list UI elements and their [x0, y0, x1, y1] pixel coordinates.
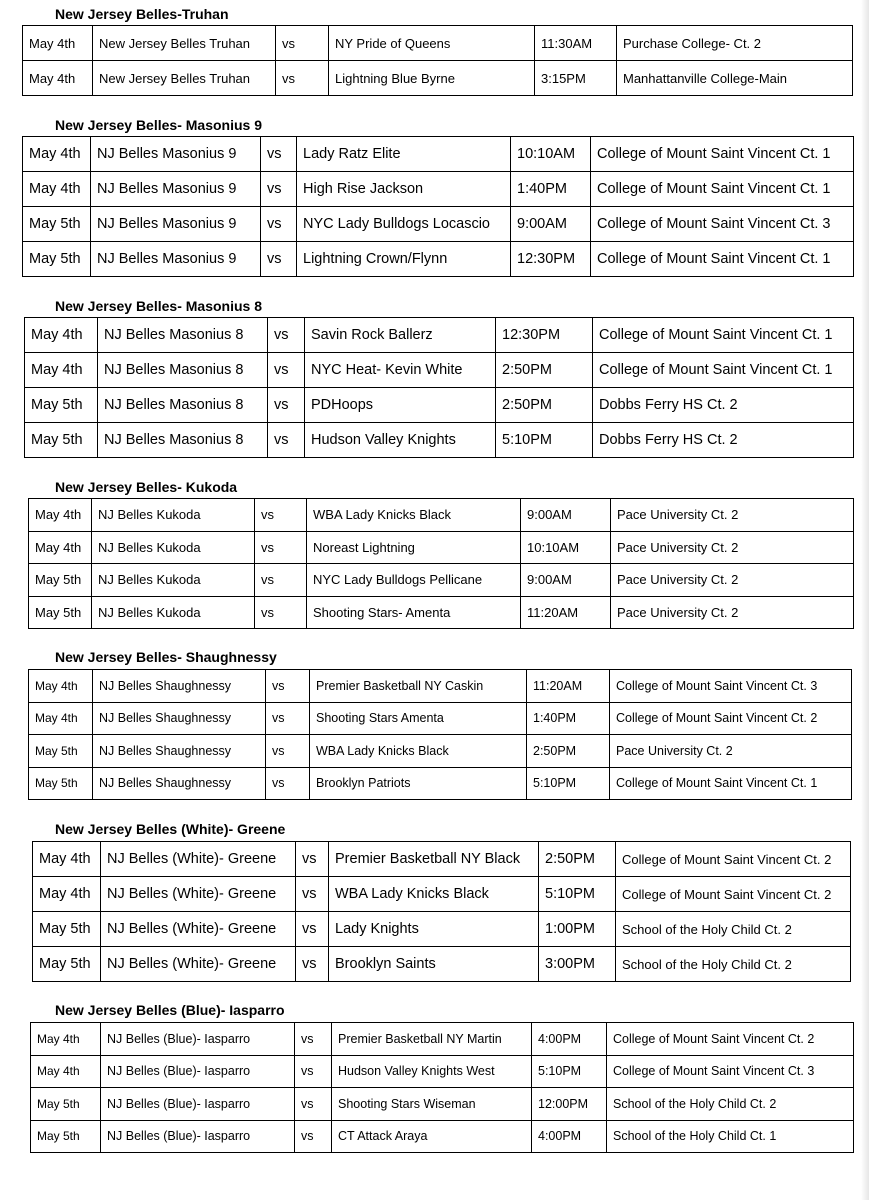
table-row: [33, 947, 851, 982]
location-cell: College of Mount Saint Vincent Ct. 3: [607, 1055, 854, 1088]
vs-cell: vs: [255, 564, 307, 597]
team-cell: NJ Belles (White)- Greene: [101, 947, 296, 982]
vs-cell: vs: [261, 137, 297, 172]
date-cell: May 4th: [29, 702, 93, 735]
location-cell: College of Mount Saint Vincent Ct. 2: [610, 702, 852, 735]
vs-cell: vs: [276, 26, 329, 61]
location-cell: Pace University Ct. 2: [611, 531, 854, 564]
time-cell: 12:00PM: [532, 1088, 607, 1121]
date-cell: May 5th: [29, 564, 92, 597]
location-cell: Pace University Ct. 2: [611, 596, 854, 629]
table-row: [25, 423, 854, 458]
time-cell: 3:00PM: [539, 947, 616, 982]
team-cell: NJ Belles Masonius 8: [98, 353, 268, 388]
location-cell: Pace University Ct. 2: [610, 735, 852, 768]
date-cell: May 4th: [29, 499, 92, 532]
section-title: New Jersey Belles (White)- Greene: [55, 821, 286, 837]
vs-cell: vs: [266, 735, 310, 768]
date-cell: May 5th: [31, 1120, 101, 1153]
opponent-cell: Brooklyn Patriots: [310, 767, 527, 800]
time-cell: 11:20AM: [521, 596, 611, 629]
time-cell: 9:00AM: [511, 207, 591, 242]
team-cell: NJ Belles (Blue)- Iasparro: [101, 1055, 295, 1088]
team-cell: NJ Belles Masonius 8: [98, 388, 268, 423]
location-cell: School of the Holy Child Ct. 2: [616, 947, 851, 982]
opponent-cell: NYC Lady Bulldogs Pellicane: [307, 564, 521, 597]
table-row: [23, 172, 854, 207]
team-cell: NJ Belles (White)- Greene: [101, 877, 296, 912]
time-cell: 5:10PM: [496, 423, 593, 458]
location-cell: Manhattanville College-Main: [617, 61, 853, 96]
time-cell: 1:40PM: [511, 172, 591, 207]
opponent-cell: NY Pride of Queens: [329, 26, 535, 61]
opponent-cell: Premier Basketball NY Caskin: [310, 670, 527, 703]
date-cell: May 4th: [29, 670, 93, 703]
date-cell: May 4th: [23, 172, 91, 207]
date-cell: May 5th: [25, 388, 98, 423]
table-row: [29, 767, 852, 800]
team-cell: NJ Belles Masonius 8: [98, 423, 268, 458]
time-cell: 5:10PM: [539, 877, 616, 912]
location-cell: School of the Holy Child Ct. 2: [616, 912, 851, 947]
schedule-table-kukoda: [28, 498, 854, 629]
vs-cell: vs: [266, 670, 310, 703]
location-cell: College of Mount Saint Vincent Ct. 1: [591, 137, 854, 172]
team-cell: NJ Belles Shaughnessy: [93, 702, 266, 735]
time-cell: 9:00AM: [521, 499, 611, 532]
schedule-table-shaughnessy: [28, 669, 852, 800]
date-cell: May 5th: [29, 596, 92, 629]
time-cell: 4:00PM: [532, 1120, 607, 1153]
schedule-table-white-greene: [32, 841, 851, 982]
location-cell: College of Mount Saint Vincent Ct. 2: [616, 842, 851, 877]
vs-cell: vs: [268, 423, 305, 458]
vs-cell: vs: [268, 353, 305, 388]
location-cell: College of Mount Saint Vincent Ct. 1: [593, 353, 854, 388]
location-cell: Dobbs Ferry HS Ct. 2: [593, 423, 854, 458]
date-cell: May 4th: [23, 137, 91, 172]
time-cell: 5:10PM: [527, 767, 610, 800]
section-title: New Jersey Belles- Kukoda: [55, 479, 238, 495]
time-cell: 12:30PM: [511, 242, 591, 277]
date-cell: May 4th: [23, 61, 93, 96]
location-cell: Dobbs Ferry HS Ct. 2: [593, 388, 854, 423]
schedule-table-blue-iasparro: [30, 1022, 854, 1153]
section-title: New Jersey Belles-Truhan: [55, 6, 229, 22]
location-cell: College of Mount Saint Vincent Ct. 2: [616, 877, 851, 912]
time-cell: 1:40PM: [527, 702, 610, 735]
table-row: [31, 1120, 854, 1153]
opponent-cell: Noreast Lightning: [307, 531, 521, 564]
table-row: [23, 242, 854, 277]
location-cell: School of the Holy Child Ct. 1: [607, 1120, 854, 1153]
opponent-cell: Savin Rock Ballerz: [305, 318, 496, 353]
date-cell: May 4th: [33, 877, 101, 912]
table-row: [23, 207, 854, 242]
time-cell: 2:50PM: [496, 388, 593, 423]
table-row: [23, 137, 854, 172]
team-cell: NJ Belles (Blue)- Iasparro: [101, 1023, 295, 1056]
team-cell: NJ Belles Kukoda: [92, 531, 255, 564]
opponent-cell: Hudson Valley Knights: [305, 423, 496, 458]
table-row: [25, 388, 854, 423]
team-cell: New Jersey Belles Truhan: [93, 61, 276, 96]
team-cell: NJ Belles (White)- Greene: [101, 912, 296, 947]
table-row: [25, 353, 854, 388]
team-cell: NJ Belles Masonius 9: [91, 172, 261, 207]
location-cell: School of the Holy Child Ct. 2: [607, 1088, 854, 1121]
vs-cell: vs: [261, 242, 297, 277]
date-cell: May 4th: [29, 531, 92, 564]
opponent-cell: WBA Lady Knicks Black: [310, 735, 527, 768]
vs-cell: vs: [296, 842, 329, 877]
date-cell: May 5th: [33, 912, 101, 947]
opponent-cell: Hudson Valley Knights West: [332, 1055, 532, 1088]
vs-cell: vs: [261, 207, 297, 242]
date-cell: May 4th: [25, 318, 98, 353]
opponent-cell: WBA Lady Knicks Black: [307, 499, 521, 532]
time-cell: 5:10PM: [532, 1055, 607, 1088]
location-cell: College of Mount Saint Vincent Ct. 2: [607, 1023, 854, 1056]
vs-cell: vs: [268, 388, 305, 423]
table-row: [29, 596, 854, 629]
time-cell: 2:50PM: [539, 842, 616, 877]
vs-cell: vs: [295, 1088, 332, 1121]
team-cell: NJ Belles Masonius 9: [91, 137, 261, 172]
schedule-table-masonius-8: [24, 317, 854, 458]
opponent-cell: WBA Lady Knicks Black: [329, 877, 539, 912]
opponent-cell: Premier Basketball NY Black: [329, 842, 539, 877]
team-cell: NJ Belles Masonius 8: [98, 318, 268, 353]
opponent-cell: NYC Lady Bulldogs Locascio: [297, 207, 511, 242]
schedule-table-masonius-9: [22, 136, 854, 277]
date-cell: May 5th: [29, 735, 93, 768]
opponent-cell: CT Attack Araya: [332, 1120, 532, 1153]
date-cell: May 5th: [33, 947, 101, 982]
opponent-cell: High Rise Jackson: [297, 172, 511, 207]
time-cell: 11:20AM: [527, 670, 610, 703]
time-cell: 10:10AM: [511, 137, 591, 172]
page-edge-shadow: [861, 0, 869, 1200]
vs-cell: vs: [295, 1120, 332, 1153]
table-row: [23, 26, 853, 61]
location-cell: College of Mount Saint Vincent Ct. 3: [591, 207, 854, 242]
opponent-cell: Brooklyn Saints: [329, 947, 539, 982]
team-cell: NJ Belles Shaughnessy: [93, 767, 266, 800]
time-cell: 12:30PM: [496, 318, 593, 353]
table-row: [31, 1023, 854, 1056]
vs-cell: vs: [295, 1055, 332, 1088]
date-cell: May 5th: [25, 423, 98, 458]
date-cell: May 5th: [29, 767, 93, 800]
team-cell: NJ Belles Kukoda: [92, 596, 255, 629]
table-row: [33, 912, 851, 947]
table-row: [29, 702, 852, 735]
section-title: New Jersey Belles- Masonius 9: [55, 117, 262, 133]
date-cell: May 4th: [25, 353, 98, 388]
team-cell: NJ Belles Kukoda: [92, 499, 255, 532]
table-row: [33, 877, 851, 912]
schedule-table-truhan: [22, 25, 853, 96]
team-cell: NJ Belles (Blue)- Iasparro: [101, 1088, 295, 1121]
location-cell: College of Mount Saint Vincent Ct. 1: [591, 172, 854, 207]
section-title: New Jersey Belles- Shaughnessy: [55, 649, 277, 665]
opponent-cell: NYC Heat- Kevin White: [305, 353, 496, 388]
vs-cell: vs: [276, 61, 329, 96]
team-cell: NJ Belles Masonius 9: [91, 207, 261, 242]
vs-cell: vs: [295, 1023, 332, 1056]
table-row: [25, 318, 854, 353]
time-cell: 11:30AM: [535, 26, 617, 61]
team-cell: NJ Belles Masonius 9: [91, 242, 261, 277]
table-row: [33, 842, 851, 877]
table-row: [29, 499, 854, 532]
time-cell: 10:10AM: [521, 531, 611, 564]
location-cell: College of Mount Saint Vincent Ct. 1: [593, 318, 854, 353]
time-cell: 2:50PM: [496, 353, 593, 388]
vs-cell: vs: [296, 947, 329, 982]
team-cell: New Jersey Belles Truhan: [93, 26, 276, 61]
vs-cell: vs: [255, 499, 307, 532]
opponent-cell: PDHoops: [305, 388, 496, 423]
date-cell: May 4th: [23, 26, 93, 61]
table-row: [29, 531, 854, 564]
vs-cell: vs: [268, 318, 305, 353]
location-cell: Pace University Ct. 2: [611, 499, 854, 532]
vs-cell: vs: [255, 531, 307, 564]
date-cell: May 5th: [23, 242, 91, 277]
time-cell: 1:00PM: [539, 912, 616, 947]
vs-cell: vs: [296, 877, 329, 912]
date-cell: May 4th: [31, 1055, 101, 1088]
date-cell: May 4th: [33, 842, 101, 877]
time-cell: 4:00PM: [532, 1023, 607, 1056]
opponent-cell: Shooting Stars Amenta: [310, 702, 527, 735]
table-row: [29, 735, 852, 768]
table-row: [29, 670, 852, 703]
opponent-cell: Shooting Stars Wiseman: [332, 1088, 532, 1121]
vs-cell: vs: [266, 767, 310, 800]
team-cell: NJ Belles (White)- Greene: [101, 842, 296, 877]
location-cell: College of Mount Saint Vincent Ct. 1: [610, 767, 852, 800]
team-cell: NJ Belles Shaughnessy: [93, 670, 266, 703]
opponent-cell: Shooting Stars- Amenta: [307, 596, 521, 629]
vs-cell: vs: [296, 912, 329, 947]
time-cell: 2:50PM: [527, 735, 610, 768]
section-title: New Jersey Belles (Blue)- Iasparro: [55, 1002, 285, 1018]
team-cell: NJ Belles (Blue)- Iasparro: [101, 1120, 295, 1153]
opponent-cell: Lightning Crown/Flynn: [297, 242, 511, 277]
opponent-cell: Lady Knights: [329, 912, 539, 947]
table-row: [23, 61, 853, 96]
date-cell: May 5th: [23, 207, 91, 242]
team-cell: NJ Belles Shaughnessy: [93, 735, 266, 768]
time-cell: 9:00AM: [521, 564, 611, 597]
section-title: New Jersey Belles- Masonius 8: [55, 298, 262, 314]
date-cell: May 4th: [31, 1023, 101, 1056]
location-cell: Purchase College- Ct. 2: [617, 26, 853, 61]
opponent-cell: Premier Basketball NY Martin: [332, 1023, 532, 1056]
team-cell: NJ Belles Kukoda: [92, 564, 255, 597]
opponent-cell: Lightning Blue Byrne: [329, 61, 535, 96]
vs-cell: vs: [255, 596, 307, 629]
location-cell: Pace University Ct. 2: [611, 564, 854, 597]
location-cell: College of Mount Saint Vincent Ct. 3: [610, 670, 852, 703]
vs-cell: vs: [261, 172, 297, 207]
vs-cell: vs: [266, 702, 310, 735]
time-cell: 3:15PM: [535, 61, 617, 96]
table-row: [31, 1055, 854, 1088]
date-cell: May 5th: [31, 1088, 101, 1121]
opponent-cell: Lady Ratz Elite: [297, 137, 511, 172]
table-row: [31, 1088, 854, 1121]
table-row: [29, 564, 854, 597]
location-cell: College of Mount Saint Vincent Ct. 1: [591, 242, 854, 277]
